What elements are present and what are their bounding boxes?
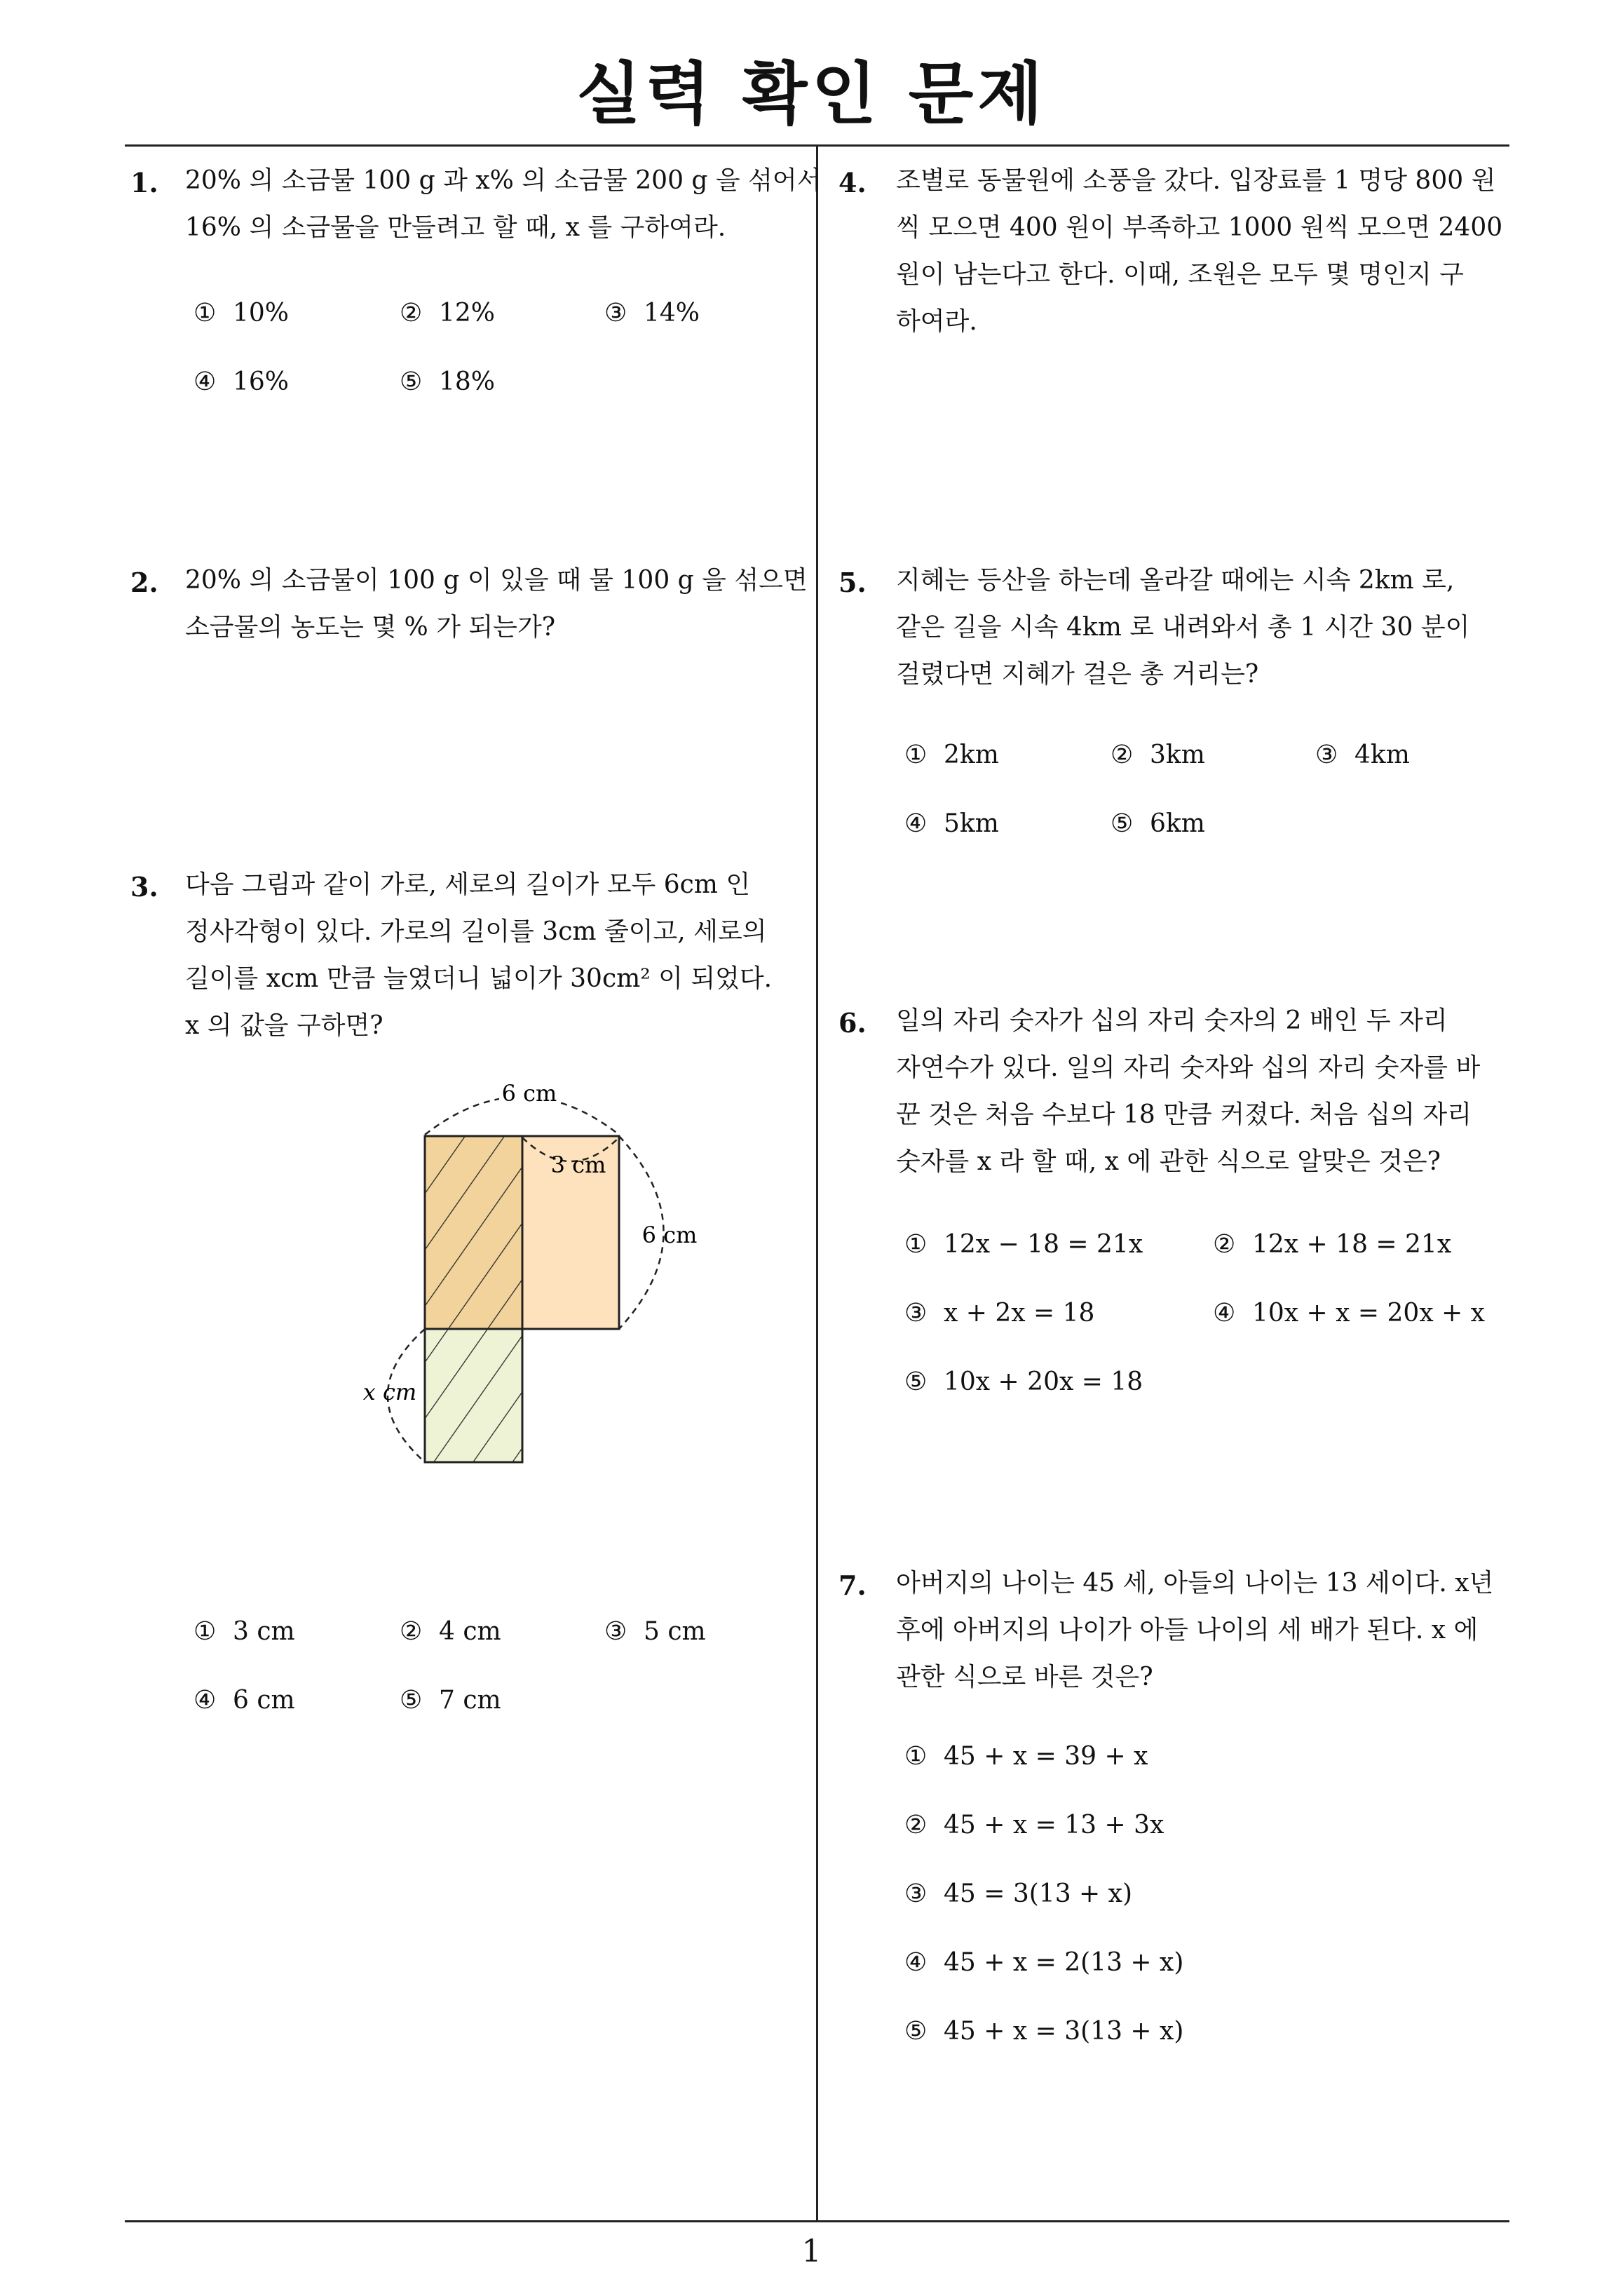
question-text bbox=[896, 557, 1469, 698]
choice-2[interactable] bbox=[1213, 1230, 1451, 1259]
choice-5[interactable] bbox=[400, 367, 495, 396]
choice-1[interactable] bbox=[904, 1230, 1143, 1259]
question-line: 원이 남는다고 한다. 이때, 조원은 모두 몇 명인지 구 bbox=[896, 260, 1464, 289]
choice-5[interactable] bbox=[904, 1368, 1143, 1396]
choice-2[interactable] bbox=[904, 1811, 1164, 1839]
question-line: 20% 의 소금물이 100 g 이 있을 때 물 100 g 을 섞으면 bbox=[185, 566, 808, 595]
question-line: 조별로 동물원에 소풍을 갔다. 입장료를 1 명당 800 원 bbox=[896, 166, 1496, 195]
question-line: 관한 식으로 바른 것은? bbox=[896, 1663, 1153, 1691]
question-line: x 의 값을 구하면? bbox=[185, 1011, 383, 1040]
question-line: 일의 자리 숫자가 십의 자리 숫자의 2 배인 두 자리 bbox=[896, 1006, 1448, 1035]
question-text bbox=[896, 997, 1480, 1185]
choice-3[interactable] bbox=[604, 299, 700, 327]
choice-mark: ④ bbox=[1213, 1299, 1236, 1328]
question-number: 3. bbox=[130, 871, 158, 903]
choice-3[interactable] bbox=[604, 1617, 706, 1646]
choice-text: 45 + x = 2(13 + x) bbox=[944, 1948, 1184, 1977]
question-number: 7. bbox=[838, 1569, 867, 1601]
question-line: 다음 그림과 같이 가로, 세로의 길이가 모두 6cm 인 bbox=[185, 870, 751, 899]
choice-mark: ② bbox=[400, 1617, 423, 1646]
label-right: 6 cm bbox=[641, 1222, 698, 1248]
choice-5[interactable] bbox=[904, 2017, 1183, 2046]
question-line: 같은 길을 시속 4km 로 내려와서 총 1 시간 30 분이 bbox=[896, 613, 1470, 642]
choice-text: 2km bbox=[944, 741, 999, 769]
choice-3[interactable] bbox=[904, 1879, 1132, 1908]
choice-text: 10x + 20x = 18 bbox=[944, 1368, 1143, 1396]
label-inner: 3 cm bbox=[550, 1152, 606, 1178]
choice-1[interactable] bbox=[904, 741, 999, 769]
choice-1[interactable] bbox=[193, 1617, 295, 1646]
choice-text: 4km bbox=[1354, 741, 1410, 769]
choice-4[interactable] bbox=[193, 367, 289, 396]
choice-mark: ⑤ bbox=[904, 1368, 928, 1396]
question-line: 정사각형이 있다. 가로의 길이를 3cm 줄이고, 세로의 bbox=[185, 917, 767, 946]
choice-mark: ⑤ bbox=[400, 367, 423, 396]
choice-text: 45 + x = 3(13 + x) bbox=[944, 2017, 1184, 2046]
choice-text: 7 cm bbox=[439, 1686, 501, 1715]
choice-mark: ③ bbox=[604, 299, 627, 327]
choice-mark: ⑤ bbox=[1111, 809, 1134, 838]
question-text bbox=[896, 1560, 1493, 1701]
choice-text: 5km bbox=[944, 809, 999, 838]
question-line: 아버지의 나이는 45 세, 아들의 나이는 13 세이다. x년 bbox=[896, 1569, 1494, 1598]
question-line: 씩 모으면 400 원이 부족하고 1000 원씩 모으면 2400 bbox=[896, 213, 1503, 242]
choice-text: 12x − 18 = 21x bbox=[944, 1230, 1143, 1259]
choice-text: 3 cm bbox=[233, 1617, 295, 1646]
question-line: 걸렸다면 지혜가 걸은 총 거리는? bbox=[896, 660, 1259, 689]
choice-5[interactable] bbox=[1111, 809, 1205, 838]
choice-4[interactable] bbox=[904, 1948, 1183, 1977]
choice-5[interactable] bbox=[400, 1686, 501, 1715]
question-text bbox=[185, 157, 821, 251]
label-top: 6 cm bbox=[501, 1080, 557, 1107]
choice-text: 10% bbox=[233, 299, 290, 327]
choice-text: 16% bbox=[233, 367, 290, 396]
question-line: 하여라. bbox=[896, 307, 977, 336]
question-line: 소금물의 농도는 몇 % 가 되는가? bbox=[185, 613, 556, 642]
choice-mark: ⑤ bbox=[904, 2017, 928, 2046]
question-line: 20% 의 소금물 100 g 과 x% 의 소금물 200 g 을 섞어서 bbox=[185, 166, 822, 195]
label-left: x cm bbox=[362, 1379, 417, 1405]
choice-4[interactable] bbox=[1213, 1299, 1485, 1328]
question-line: 16% 의 소금물을 만들려고 할 때, x 를 구하여라. bbox=[185, 213, 726, 242]
choice-mark: ③ bbox=[1315, 741, 1338, 769]
choice-text: 3km bbox=[1150, 741, 1205, 769]
choice-text: 5 cm bbox=[644, 1617, 706, 1646]
choice-mark: ① bbox=[193, 1617, 217, 1646]
choice-mark: ⑤ bbox=[400, 1686, 423, 1715]
question-line: 후에 아버지의 나이가 아들 나이의 세 배가 된다. x 에 bbox=[896, 1616, 1479, 1645]
bottom-rule bbox=[125, 2220, 1509, 2222]
choice-mark: ③ bbox=[904, 1299, 928, 1328]
choice-mark: ① bbox=[904, 741, 928, 769]
choice-mark: ③ bbox=[604, 1617, 627, 1646]
choice-text: 45 + x = 13 + 3x bbox=[944, 1811, 1164, 1839]
question-line: 숫자를 x 라 할 때, x 에 관한 식으로 알맞은 것은? bbox=[896, 1147, 1441, 1176]
choice-mark: ① bbox=[193, 299, 217, 327]
question-line: 지혜는 등산을 하는데 올라갈 때에는 시속 2km 로, bbox=[896, 566, 1455, 595]
question-text bbox=[185, 557, 808, 651]
question-text bbox=[896, 157, 1502, 345]
choice-mark: ① bbox=[904, 1742, 928, 1771]
choice-text: x + 2x = 18 bbox=[944, 1299, 1095, 1328]
choice-mark: ④ bbox=[193, 367, 217, 396]
choice-1[interactable] bbox=[193, 299, 289, 327]
choice-text: 10x + x = 20x + x bbox=[1252, 1299, 1485, 1328]
choice-3[interactable] bbox=[1315, 741, 1410, 769]
page-number: 1 bbox=[801, 2234, 822, 2269]
choice-4[interactable] bbox=[904, 809, 999, 838]
choice-text: 6km bbox=[1150, 809, 1205, 838]
choice-mark: ④ bbox=[904, 1948, 928, 1977]
question-number: 2. bbox=[130, 567, 158, 598]
choice-mark: ② bbox=[1213, 1230, 1236, 1259]
choice-text: 14% bbox=[644, 299, 700, 327]
question-line: 길이를 xcm 만큼 늘였더니 넓이가 30cm² 이 되었다. bbox=[185, 964, 773, 993]
choice-3[interactable] bbox=[904, 1299, 1094, 1328]
choice-text: 6 cm bbox=[233, 1686, 295, 1715]
choice-text: 45 + x = 39 + x bbox=[944, 1742, 1148, 1771]
question-line: 자연수가 있다. 일의 자리 숫자와 십의 자리 숫자를 바 bbox=[896, 1053, 1481, 1082]
square-figure bbox=[351, 1073, 701, 1480]
choice-2[interactable] bbox=[400, 299, 495, 327]
question-text bbox=[185, 861, 772, 1049]
choice-mark: ① bbox=[904, 1230, 928, 1259]
choice-2[interactable] bbox=[1111, 741, 1205, 769]
choice-mark: ② bbox=[400, 299, 423, 327]
choice-text: 12x + 18 = 21x bbox=[1252, 1230, 1452, 1259]
column-divider bbox=[816, 146, 818, 2222]
choice-4[interactable] bbox=[193, 1686, 295, 1715]
choice-mark: ④ bbox=[904, 809, 928, 838]
choice-text: 18% bbox=[439, 367, 496, 396]
page-title: 실력 확인 문제 bbox=[576, 55, 1047, 133]
question-number: 1. bbox=[130, 167, 158, 198]
question-number: 4. bbox=[838, 167, 867, 198]
choice-mark: ③ bbox=[904, 1879, 928, 1908]
choice-1[interactable] bbox=[904, 1742, 1148, 1771]
question-number: 6. bbox=[838, 1007, 867, 1039]
question-line: 꾼 것은 처음 수보다 18 만큼 커졌다. 처음 십의 자리 bbox=[896, 1100, 1472, 1129]
choice-text: 12% bbox=[439, 299, 496, 327]
question-number: 5. bbox=[838, 567, 867, 598]
choice-2[interactable] bbox=[400, 1617, 501, 1646]
choice-text: 4 cm bbox=[439, 1617, 501, 1646]
choice-text: 45 = 3(13 + x) bbox=[944, 1879, 1133, 1908]
choice-mark: ④ bbox=[193, 1686, 217, 1715]
choice-mark: ② bbox=[904, 1811, 928, 1839]
choice-mark: ② bbox=[1111, 741, 1134, 769]
